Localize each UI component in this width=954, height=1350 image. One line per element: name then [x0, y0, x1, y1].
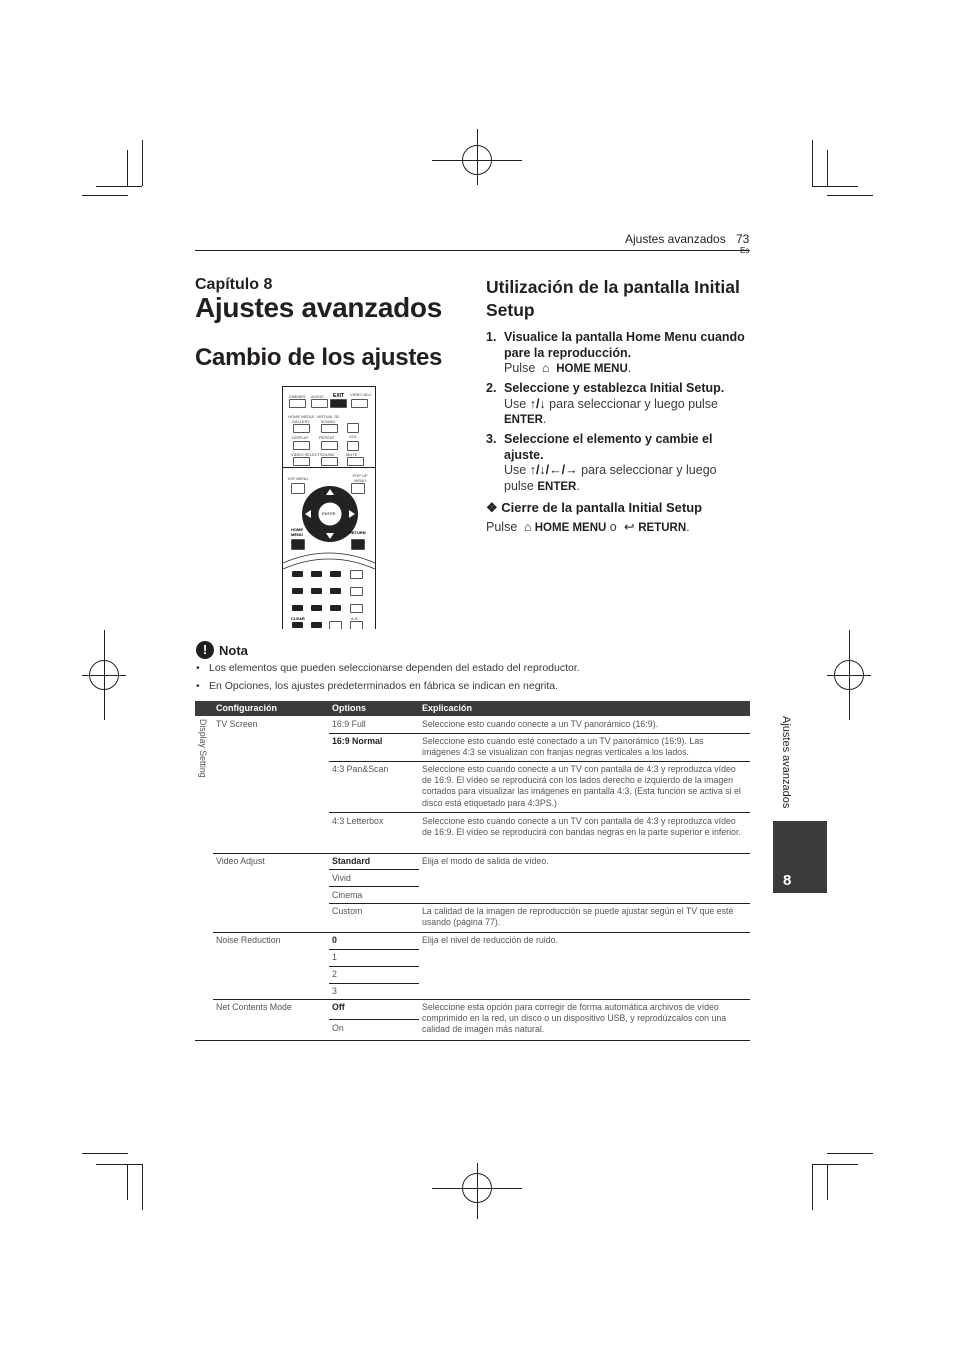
arrow-keys-icon: ↑/↓/←/→ — [529, 463, 578, 477]
row-divider — [329, 761, 750, 762]
option-value-default: Standard — [332, 856, 371, 866]
page-number: 73 — [736, 232, 750, 246]
remote-ab-key — [350, 621, 363, 629]
step-text: Use — [504, 463, 530, 477]
key-label: RETURN — [638, 522, 687, 534]
option-explanation: Seleccione esta opción para corregir de forma automática archivos de vídeo comprimido en la red, un disco o un dispositivo USB, y reprodúzcalos con una calidad de imagen más natural. — [422, 1002, 727, 1035]
remote-key-3 — [330, 571, 341, 577]
remote-key-5 — [311, 588, 322, 594]
registration-line — [849, 630, 850, 720]
option-value: 4:3 Pan&Scan — [332, 764, 389, 774]
note-title: Nota — [219, 643, 248, 658]
remote-label-return: RETURN — [349, 530, 366, 535]
option-value: 4:3 Letterbox — [332, 816, 384, 826]
row-divider — [329, 869, 419, 870]
remote-label-vol: VOL — [349, 434, 358, 439]
section-title: Cambio de los ajustes — [195, 344, 443, 371]
table-header — [195, 701, 750, 716]
running-header: Ajustes avanzados — [625, 232, 726, 246]
arrow-keys-icon: ↑/↓ — [529, 396, 546, 411]
option-value-default: 16:9 Normal — [332, 736, 383, 746]
crop-mark — [812, 1164, 858, 1165]
option-explanation: Seleccione esto cuando conecte a un TV con pantalla de 4:3 y reproduzca vídeo de 16:9. El vídeo se reproducirá con los lados derecho e izquierdo de la imagen cortados para visualizar las imágenes en pantalla 4:3. (Esta función se activa si el disco está etiquetado para 4:3PS.) — [422, 764, 741, 808]
row-divider — [329, 886, 419, 887]
initial-setup-heading: Utilización de la pantalla Initial Setup — [486, 277, 740, 320]
step-text: o — [606, 520, 621, 534]
setting-name: Video Adjust — [216, 856, 265, 866]
remote-vol-down-button — [347, 441, 359, 451]
setting-name: TV Screen — [216, 719, 258, 729]
crop-mark — [127, 1164, 128, 1200]
crop-mark — [812, 140, 813, 186]
step-2 — [486, 381, 751, 429]
remote-key-7 — [292, 605, 303, 611]
remote-hmg-button — [293, 424, 310, 433]
option-explanation: La calidad de la imagen de reproducción se puede ajustar según el TV que esté usando (página 77). — [422, 906, 734, 928]
key-label: HOME MENU — [556, 363, 628, 375]
remote-repeat-button — [321, 441, 338, 450]
step-title: Seleccione y establezca Initial Setup. — [504, 381, 725, 395]
remote-mute-button — [347, 457, 364, 466]
remote-key-2 — [311, 571, 322, 577]
step-number: 2. — [486, 381, 497, 395]
crop-mark — [827, 1153, 873, 1154]
remote-video-adj-button — [351, 399, 368, 408]
remote-label-popup: POP UP MENU — [352, 473, 368, 483]
row-divider — [329, 983, 419, 984]
remote-sound-button — [321, 457, 338, 466]
step-text: para seleccionar y luego pulse — [545, 396, 719, 411]
row-divider — [213, 999, 750, 1000]
step-number: 3. — [486, 432, 497, 446]
remote-exit-button — [330, 399, 347, 408]
close-title: Cierre de la pantalla Initial Setup — [501, 500, 703, 515]
remote-virtual-sound-button — [321, 424, 338, 433]
crop-mark — [96, 1164, 142, 1165]
option-explanation: Seleccione esto cuando esté conectado a un TV panorámico (16:9). Las imágenes 4:3 se visualizan con franjas negras verticales a los lados. — [422, 736, 704, 758]
remote-video-select-button — [293, 457, 310, 466]
chapter-tab-number: 8 — [783, 872, 792, 889]
remote-label-display: DISPLAY — [292, 435, 309, 440]
step-text: Pulse — [486, 520, 521, 534]
step-number: 1. — [486, 330, 497, 344]
remote-curve — [283, 547, 375, 571]
chapter-tab — [773, 821, 827, 893]
remote-label-video-adj: VIDEO ADJ. — [350, 392, 373, 397]
warning-icon: ! — [196, 641, 214, 659]
remote-key-9 — [330, 605, 341, 611]
remote-key-6 — [330, 588, 341, 594]
remote-audio-button — [311, 399, 328, 408]
remote-subtitle-key — [350, 587, 363, 596]
home-icon: ⌂ — [541, 361, 550, 375]
remote-label-sound: SOUND — [320, 452, 335, 457]
option-value: 3 — [332, 986, 337, 996]
option-value: Vivid — [332, 873, 351, 883]
crop-mark — [827, 150, 828, 186]
row-divider — [213, 853, 750, 854]
home-icon: ⌂ — [523, 520, 532, 534]
header-options: Options — [332, 703, 366, 713]
key-label: HOME MENU — [534, 522, 607, 534]
remote-label-dimmer: DIMMER — [289, 394, 306, 399]
remote-dimmer-button — [289, 399, 306, 408]
crop-mark — [96, 186, 142, 187]
remote-label-ab: A-B — [351, 616, 358, 621]
crop-mark — [812, 186, 858, 187]
remote-divider — [283, 467, 375, 468]
option-value: Custom — [332, 906, 363, 916]
chapter-title: Ajustes avanzados — [195, 292, 442, 323]
step-1 — [486, 330, 751, 378]
option-value: 2 — [332, 969, 337, 979]
note-item: En Opciones, los ajustes predeterminados en fábrica se indican en negrita. — [209, 680, 559, 692]
crop-mark — [82, 1153, 128, 1154]
option-value-default: Off — [332, 1002, 345, 1012]
key-label: ENTER — [504, 414, 543, 426]
remote-key-0 — [311, 622, 322, 628]
row-divider — [329, 949, 419, 950]
header-configuracion: Configuración — [216, 703, 277, 713]
remote-label-top-menu: TOP MENU — [287, 476, 308, 481]
remote-label-hmg: HOME MEDIA GALLERY — [288, 414, 314, 424]
chapter-label: Capítulo 8 — [195, 276, 273, 293]
row-divider — [213, 932, 750, 933]
remote-repeat-key — [329, 621, 342, 629]
option-value-default: 0 — [332, 935, 337, 945]
option-explanation: Elija el nivel de reducción de ruido. — [422, 935, 558, 945]
close-instructions — [486, 520, 751, 537]
crop-mark — [827, 195, 873, 196]
registration-line — [104, 630, 105, 720]
diamond-icon: ❖ — [486, 500, 498, 515]
remote-label-virtual-sound: VIRTUAL 3D SOUND — [316, 414, 340, 424]
option-value: 1 — [332, 952, 337, 962]
registration-line — [477, 129, 478, 185]
option-explanation: Elija el modo de salida de vídeo. — [422, 856, 549, 866]
remote-label-clear: CLEAR — [291, 616, 305, 621]
close-subheading — [486, 500, 702, 516]
remote-key-4 — [292, 588, 303, 594]
setting-name: Noise Reduction — [216, 935, 281, 945]
step-title: Visualice la pantalla Home Menu cuando pare la reproducción. — [504, 330, 745, 360]
header-explicacion: Explicación — [422, 703, 473, 713]
header-rule — [195, 250, 750, 251]
option-value: On — [332, 1023, 344, 1033]
remote-vol-up-button — [347, 423, 359, 433]
row-divider — [329, 903, 750, 904]
remote-label-video-select: VIDEO SELECT — [291, 452, 321, 457]
remote-angle-key — [350, 604, 363, 613]
remote-key-1 — [292, 571, 303, 577]
remote-label-exit: EXIT — [333, 393, 345, 399]
side-section-label: Ajustes avanzados — [780, 716, 792, 809]
setting-name: Net Contents Mode — [216, 1002, 292, 1012]
step-3 — [486, 432, 751, 496]
registration-line — [477, 1163, 478, 1219]
option-explanation: Seleccione esto cuando conecte a un TV panorámico (16:9). — [422, 719, 659, 729]
remote-key-8 — [311, 605, 322, 611]
step-text: . — [576, 478, 580, 493]
row-divider — [329, 733, 750, 734]
step-title: Seleccione el elemento y cambie el ajuste. — [504, 432, 713, 462]
remote-label-repeat: REPEAT — [319, 435, 335, 440]
step-text: . — [627, 361, 632, 375]
step-text: para seleccionar y luego pulse — [504, 463, 717, 493]
note-item: Los elementos que pueden seleccionarse dependen del estado del reproductor. — [209, 662, 580, 674]
crop-mark — [127, 150, 128, 186]
option-value: 16:9 Full — [332, 719, 366, 729]
crop-mark — [827, 1164, 828, 1200]
remote-display-button — [293, 441, 310, 450]
remote-label-audio: AUDIO — [311, 394, 324, 399]
step-text: Pulse — [504, 361, 539, 375]
note-bullet: • — [196, 662, 200, 674]
remote-control-illustration — [282, 386, 376, 629]
group-label: Display Setting — [198, 719, 209, 778]
note-bullet: • — [196, 680, 200, 692]
crop-mark — [142, 140, 143, 186]
remote-label-home-menu: HOME MENU — [291, 527, 303, 537]
key-label: ENTER — [537, 480, 577, 493]
option-explanation: Seleccione esto cuando conecte a un TV con pantalla de 4:3 y reproduzca vídeo de 16:9. El vídeo se reproducirá con bandas negras en la parte superior e inferior. — [422, 816, 741, 838]
row-divider — [329, 966, 419, 967]
remote-label-enter: ENTER — [322, 511, 336, 516]
return-icon: ↩ — [623, 520, 635, 534]
crop-mark — [142, 1164, 143, 1210]
crop-mark — [812, 1164, 813, 1210]
table-bottom-rule — [195, 1040, 750, 1041]
step-text: . — [686, 520, 690, 534]
step-text: Use — [504, 396, 530, 411]
row-divider — [329, 812, 750, 813]
option-value: Cinema — [332, 890, 363, 900]
remote-audio-key — [350, 570, 363, 579]
remote-label-mute: MUTE — [346, 452, 358, 457]
crop-mark — [82, 195, 128, 196]
row-divider — [329, 1019, 419, 1020]
remote-clear-key — [292, 622, 303, 628]
step-text: . — [542, 412, 547, 426]
